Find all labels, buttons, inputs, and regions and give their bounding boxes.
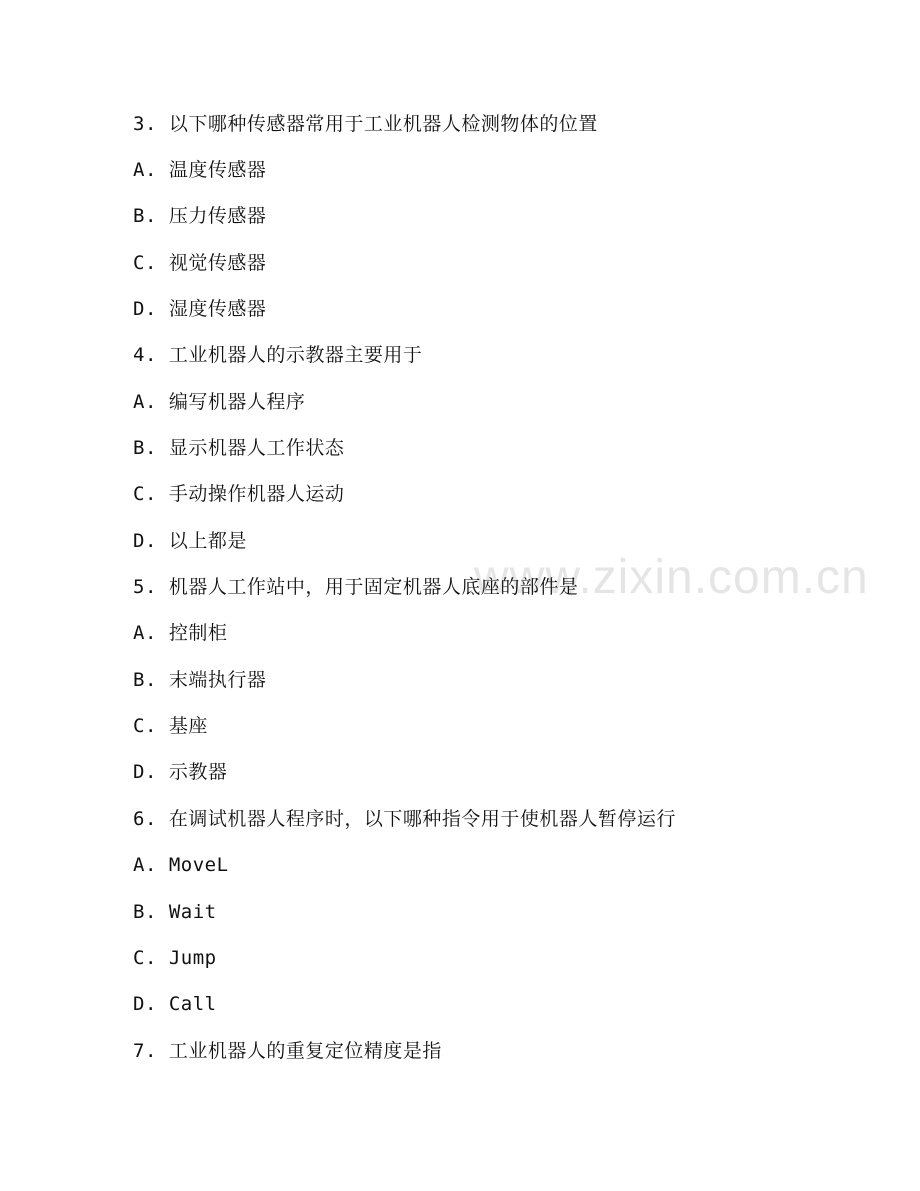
option-6a: A. MoveL — [133, 854, 229, 876]
option-4d: D. 以上都是 — [133, 530, 247, 552]
option-5a: A. 控制柜 — [133, 622, 228, 644]
watermark: www.zixin.com.cn — [474, 551, 869, 604]
option-3d: D. 湿度传感器 — [133, 298, 267, 320]
question-5: 5. 机器人工作站中，用于固定机器人底座的部件是 — [133, 576, 579, 598]
option-4c: C. 手动操作机器人运动 — [133, 483, 345, 505]
question-7: 7. 工业机器人的重复定位精度是指 — [133, 1040, 442, 1062]
option-3a: A. 温度传感器 — [133, 159, 267, 181]
option-5c: C. 基座 — [133, 715, 208, 737]
option-6d: D. Call — [133, 993, 217, 1015]
option-4a: A. 编写机器人程序 — [133, 391, 306, 413]
option-3c: C. 视觉传感器 — [133, 252, 267, 274]
question-4: 4. 工业机器人的示教器主要用于 — [133, 344, 423, 366]
option-3b: B. 压力传感器 — [133, 205, 267, 227]
option-5d: D. 示教器 — [133, 761, 228, 783]
question-6: 6. 在调试机器人程序时，以下哪种指令用于使机器人暂停运行 — [133, 808, 676, 830]
option-6b: B. Wait — [133, 901, 217, 923]
option-4b: B. 显示机器人工作状态 — [133, 437, 345, 459]
option-6c: C. Jump — [133, 947, 217, 969]
option-5b: B. 末端执行器 — [133, 669, 267, 691]
question-3: 3. 以下哪种传感器常用于工业机器人检测物体的位置 — [133, 113, 598, 135]
